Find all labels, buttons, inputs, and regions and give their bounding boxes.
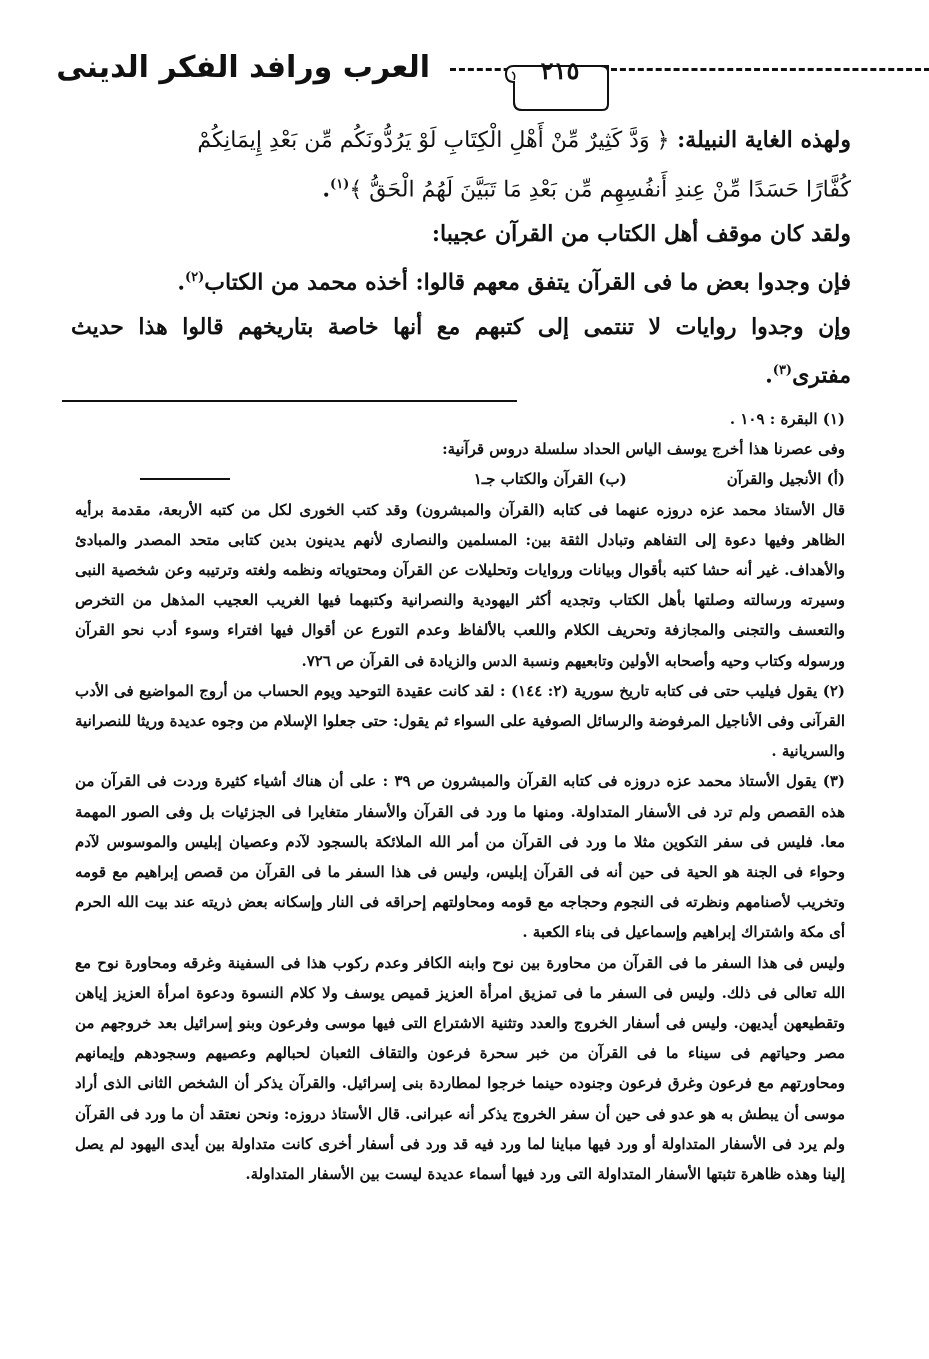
quran-verse-line-2: كُفَّارًا حَسَدًا مِّنْ عِندِ أَنفُسِهِم مِّن بَعْدِ مَا تَبَيَّنَ لَهُمُ الْحَقُّ ﴾ — [349, 177, 851, 203]
paragraph-4-end: . — [765, 361, 773, 388]
paragraph-4 — [71, 305, 851, 397]
verse-paragraph — [71, 118, 851, 163]
footnote-1-item-a: (أ) الأنجيل والقرآن — [726, 470, 845, 489]
main-text — [71, 118, 851, 397]
footnote-ref-2: (٢) — [185, 270, 205, 286]
footnote-2: (٢) يقول فيليب حتى فى كتابه تاريخ سورية (٢: ١٤٤) : لقد كانت عقيدة التوحيد ويوم الحساب من أروج المواضيع فى الأدب القرآنى وفى الأناجيل المرفوضة والرسائل الصوفية على السواء ثم يقول: حتى جعلوا الإسلام من وجوه عديدة وريثا للنصرانية والسريانية . — [75, 681, 846, 761]
quran-verse-line-1: ﴿ وَدَّ كَثِيرٌ مِّنْ أَهْلِ الْكِتَابِ لَوْ يَرُدُّونَكُم مِّن بَعْدِ إِيمَانِكُمْ — [197, 128, 670, 153]
page-number: ٢١٥ — [540, 56, 580, 85]
verse-end: . — [322, 176, 331, 203]
footnote-1-body: قال الأستاذ محمد عزه دروزه عنهما فى كتابه (القرآن والمبشرون) وقد كتب الخورى لكل من كتبه الأربعة، مقدمة برأيه الظاهر وفيها دعوة إلى التفاهم وتبادل الثقة بين: المسلمين والنصارى لأنهم يدينون بدين كتابى متحد المصدر والمبادئ والأهداف. غير أنه حشا كتبه بأقوال وبيانات وروايات وتحليلات عن القرآن ومحتوياته ونظمه ولغته وترتيبه وعن شخصية النبى وسيرته ورسالته وصلتها بأهل الكتاب وتجديه أكثر اليهودية والنصرانية وكتبهما فيها الغريب العجيب المذهل من التخرص والتعسف والتجنى والمجازفة وتحريف الكلام واللعب بالألفاظ وعدم التورع عن أقوال فيها افتراء وسوء أدب نحو القرآن ورسوله وكتاب وحيه وأصحابه الأولين وتابعيهم ونسبة الدس والزيادة فى القرآن ص ٧٢٦. — [75, 500, 845, 670]
verse-intro: ولهذه الغاية النبيلة: — [677, 127, 851, 153]
footnote-3-continued: وليس فى هذا السفر ما فى القرآن من محاورة بين نوح وابنه الكافر وعدم ركوب هذا فى السفينة وغرقه ومحاورة نوح مع الله تعالى فى ذلك. وليس فى السفر ما فى تمزيق امرأة العزيز قميص يوسف ولا كلام النسوة ودعوة امرأة العزيز إياهن وتقطيعهن أيديهن. وليس فى أسفار الخروج والعدد وتثنية الاشتراع التى فيها موسى وفرعون وبنو إسرائيل بعد خروجهم من مصر وحياتهم فى سيناء ما فى القرآن من خبر سحرة فرعون والتقاف الثعبان لحبالهم وعصيهم وسجودهم وإيمانهم ومحاورتهم مع فرعون وغرق فرعون وجنوده حينما خرجوا لمطاردة بنى إسرائيل. والقرآن يذكر أن الشخص الثانى الذى أراد موسى أن يبطش به هو عدو فى حين أن سفر الخروج يذكر أنه عبرانى. قال الأستاذ دروزه: ونحن نعتقد أن ما ورد فى القرآن ولم يرد فى الأسفار المتداولة أو ورد فيها مباينا لما ورد فيه قد ورد فى أسفار أخرى كانت متداولة بين أيدى اليهود لم يصل إلينا وهذه ظاهرة تثبتها الأسفار المتداولة التى ورد فيها أسماء عديدة ليست بين الأسفار المتداولة. — [75, 953, 845, 1184]
footnote-1-item-b: (ب) القرآن والكتاب جـ١ — [473, 470, 627, 489]
paragraph-2: ولقد كان موقف أهل الكتاب من القرآن عجيبا: — [431, 221, 851, 248]
footnote-1-items — [75, 464, 845, 494]
paragraph-3-text: فإن وجدوا بعض ما فى القرآن يتفق معهم قالوا: أخذه محمد من الكتاب — [204, 269, 851, 296]
paragraph-3 — [71, 256, 851, 304]
footnote-ref-3: (٣) — [772, 362, 793, 378]
footnote-1-intro: وفى عصرنا هذا أخرج يوسف الياس الحداد سلسلة دروس قرآنية: — [442, 440, 845, 459]
footnote-1: (١) البقرة : ١٠٩ . — [729, 410, 845, 428]
footnote-3: (٣) يقول الأستاذ محمد عزه دروزه فى كتابه القرآن والمبشرون ص ٣٩ : على أن هناك أشياء كثيرة وردت فى القرآن من هذه القصص ولم ترد فى الأسفار المتداولة. ومنها ما ورد فى القرآن والأسفار متغايرا فى الجزئيات بل وفى الصور المهمة معا. فليس فى سفر التكوين مثلا ما ورد فى القرآن من أمر الله الملائكة بالسجود لآدم وعصيان إبليس والموسوس لآدم وحواء فى الجنة هو الحية فى حين أنه فى القرآن إبليس، وليس فى هذا السفر ما فى القرآن من قصص إبراهيم مع قومه وتخريب لأصنامهم ونظرته فى النجوم وحجاجه مع قومه ومحاولتهم إحراقه فى النار وإسكانه بعض ذريته عند بيت الله الحرم أى مكة واشتراك إبراهيم وإسماعيل فى بناء الكعبة . — [75, 772, 845, 942]
running-book-title: العرب ورافد الفكر الدينى — [56, 50, 430, 85]
paragraph-3-end: . — [177, 269, 185, 296]
page-header — [40, 40, 900, 120]
footnotes — [75, 404, 845, 1189]
footnote-ref-1: (١) — [330, 177, 350, 192]
footnote-separator-rule — [62, 400, 517, 402]
verse-paragraph-2 — [71, 163, 851, 212]
paragraph-4-text: وإن وجدوا روايات لا تنتمى إلى كتبهم مع أنها خاصة بتاريخهم قالوا هذا حديث مفترى — [71, 313, 851, 388]
